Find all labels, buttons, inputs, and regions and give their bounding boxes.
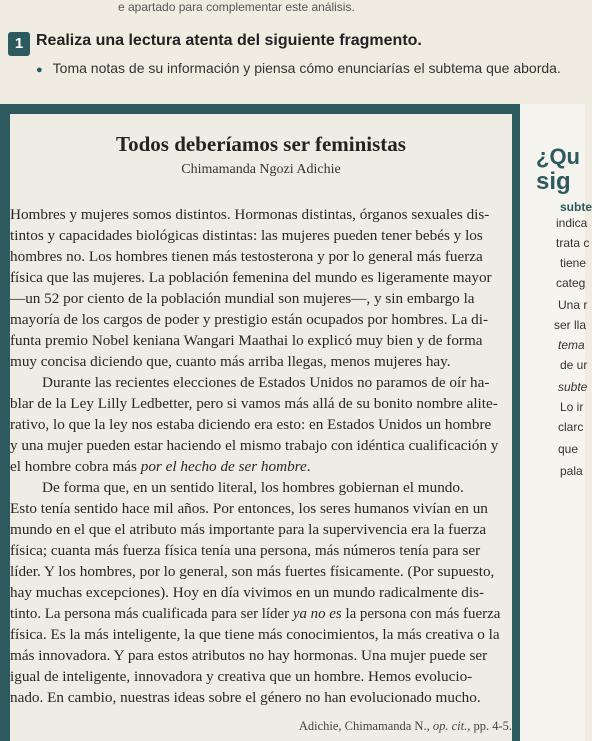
text-line: Durante las recientes elecciones de Estados Unidos no paramos de oír ha- — [42, 374, 490, 391]
bullet-text: Toma notas de su información y piensa cómo enunciarías el subtema que aborda. — [52, 60, 561, 76]
text-line: igual de inteligente, innovadora y creativa que un hombre. Hemos evolucio- — [10, 668, 473, 685]
reading-frame — [0, 104, 520, 741]
text-line: nado. En cambio, nuestras ideas sobre el género no han evolucionado mucho. — [10, 689, 481, 706]
text-line: muy concisa diciendo que, cuanto más arriba llegas, menos mujeres hay. — [10, 353, 451, 370]
side-line: trata c — [556, 236, 590, 250]
side-heading: sig — [536, 168, 571, 195]
text-line: blar de la Ley Lilly Ledbetter, pero si vamos más allá de su bonito nombre alite- — [10, 395, 498, 412]
text-line: funta premio Nobel keniana Wangari Maathai lo explicó muy bien y de forma — [10, 332, 483, 349]
reading-author: Chimamanda Ngozi Adichie — [181, 162, 341, 177]
top-text: e apartado para complementar este análisis. — [118, 0, 355, 14]
activity-number: 1 — [8, 32, 30, 56]
side-line: tiene — [560, 256, 587, 270]
side-line: clarc — [558, 420, 584, 434]
side-line: tema — [558, 338, 585, 352]
text-line: tinto. La persona más cualificada para ser líder ya no es la persona con más fuerza — [10, 605, 501, 622]
text-line: Hombres y mujeres somos distintos. Hormonas distintas, órganos sexuales dis- — [10, 206, 490, 223]
activity-title: Realiza una lectura atenta del siguiente fragmento. — [36, 32, 422, 49]
reading-card — [10, 114, 512, 741]
text-line: —un 52 por ciento de la población mundial son mujeres—, y sin embargo la — [10, 290, 475, 307]
text-line: tintos y capacidades biológicas distintas: las mujeres pueden tener bebés y los — [10, 227, 483, 244]
reading-title: Todos deberíamos ser feministas — [116, 132, 406, 156]
side-line: subte — [560, 200, 592, 214]
side-line: ser lla — [554, 318, 587, 332]
text-line: Esto tenía sentido hace mil años. Por entonces, los seres humanos vivían en un — [10, 500, 488, 517]
bullet-icon: ● — [36, 64, 43, 76]
side-line: Lo ir — [560, 400, 584, 414]
text-line: mayoría de los cargos de poder y prestigio están ocupados por hombres. La di- — [10, 311, 488, 328]
text-line: rativo, lo que la ley nos estaba diciendo era esto: en Estados Unidos un hombre — [10, 416, 492, 433]
text-line: el hombre cobra más por el hecho de ser hombre. — [10, 458, 311, 475]
text-line: más innovadora. Y para estos atributos no hay hormonas. Una mujer puede ser — [10, 647, 488, 664]
activity-bullet — [36, 60, 561, 76]
text-line: mundo en el que el atributo más importante para la supervivencia era la fuerza — [10, 521, 487, 538]
text-line: física que las mujeres. La población femenina del mundo es ligeramente mayor — [10, 269, 492, 286]
side-line: indica — [556, 216, 588, 230]
text-line: física. Es la más inteligente, la que tiene más conocimientos, la más creativa o la — [10, 626, 500, 643]
side-line: subte — [558, 380, 588, 394]
text-line: hay muchas excepciones). Hoy en día vivimos en un mundo radicalmente dis- — [10, 584, 485, 601]
text-line: De forma que, en un sentido literal, los hombres gobiernan el mundo. — [42, 479, 464, 496]
side-line: de ur — [560, 358, 588, 372]
text-line: líder. Y los hombres, por lo general, son más fuertes físicamente. (Por supuesto, — [10, 563, 495, 580]
side-heading: ¿Qu — [536, 144, 580, 169]
reading-source: Adichie, Chimamanda N., op. cit., pp. 4-5. — [298, 719, 512, 733]
text-line: hombres no. Los hombres tienen más testosterona y por lo general más fuerza — [10, 248, 483, 265]
side-line: que — [558, 442, 579, 456]
text-line: física; cuanta más fuerza física tenía una persona, más números tenía para ser — [10, 542, 481, 559]
side-panel — [520, 104, 592, 741]
side-line: Una r — [558, 298, 588, 312]
text-line: y una mujer pueden estar haciendo el mismo trabajo con idéntica cualificación y — [10, 437, 499, 454]
side-line: pala — [560, 464, 583, 478]
side-line: categ — [556, 276, 586, 290]
